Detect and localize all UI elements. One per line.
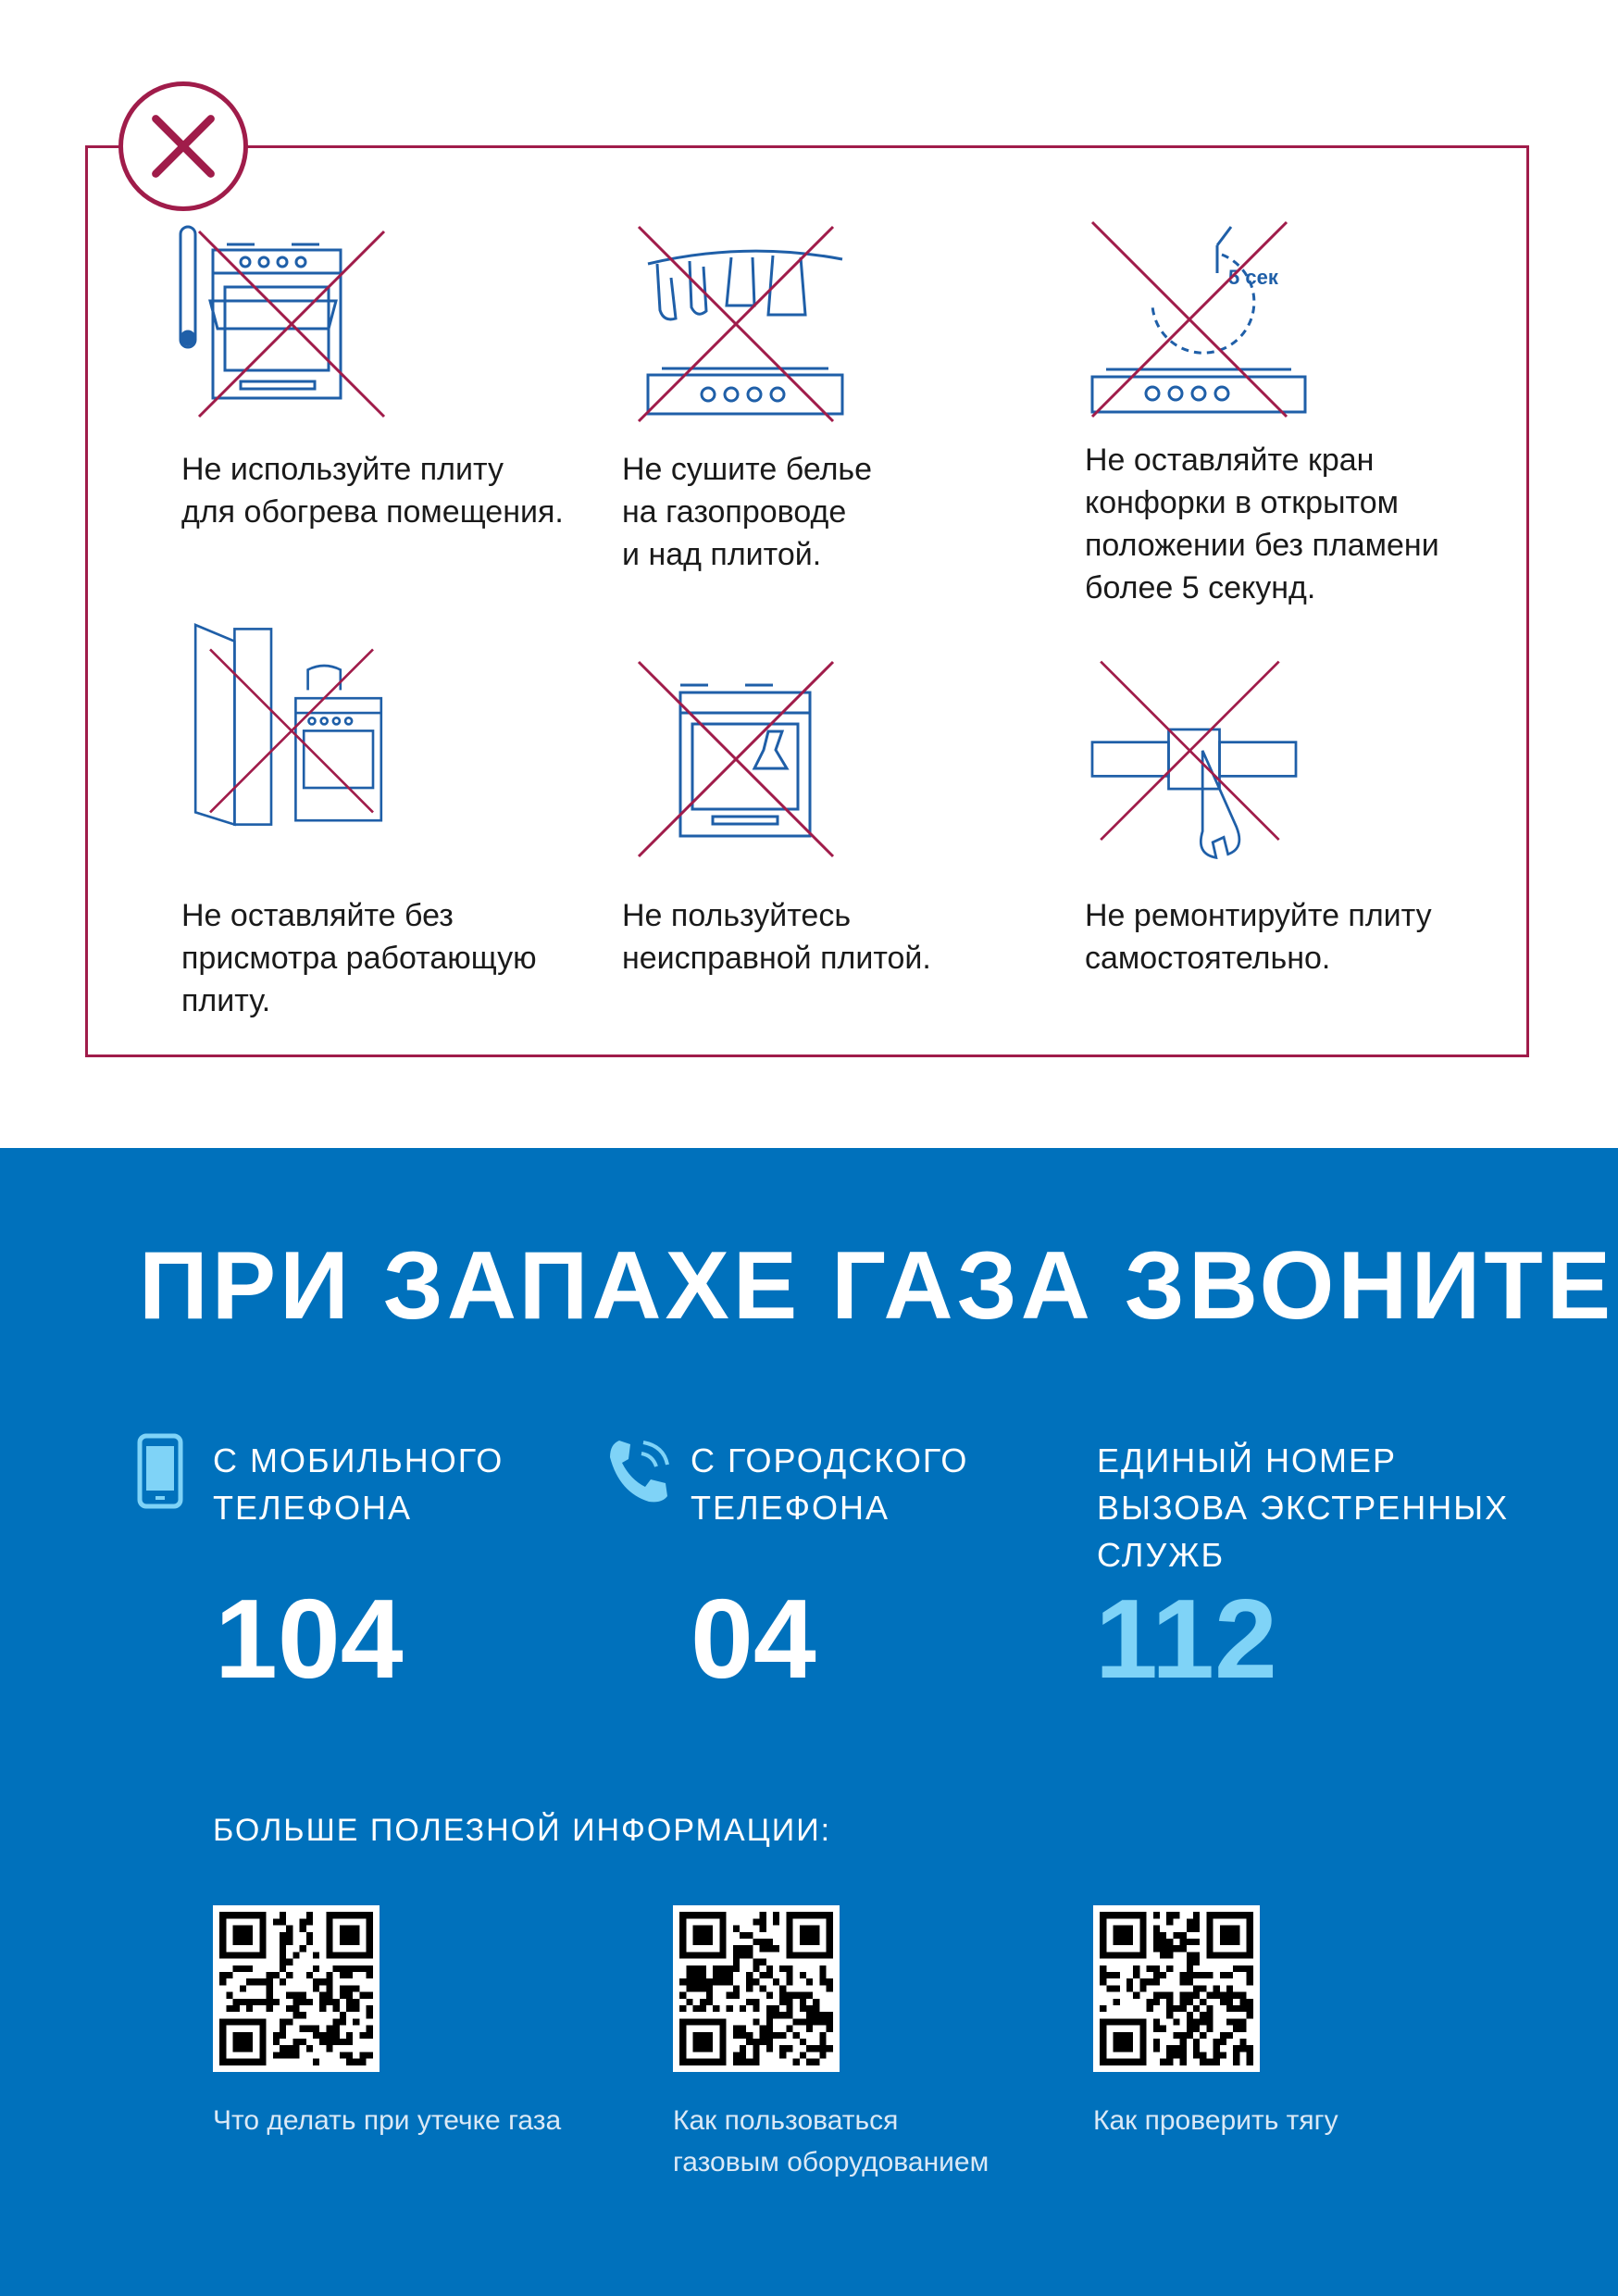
- landline-phone-icon: [606, 1437, 671, 1505]
- phone-label-mobile: С МОБИЛЬНОГО ТЕЛЕФОНА: [213, 1441, 504, 1527]
- broken-stove-icon: [639, 657, 861, 861]
- phone-label-unified: ЕДИНЫЙ НОМЕР ВЫЗОВА ЭКСТРЕННЫХ СЛУЖБ: [1097, 1441, 1510, 1574]
- wrench-pipe-icon: [1083, 657, 1305, 861]
- qr-code[interactable]: [673, 1905, 840, 2072]
- phone-label-landline: С ГОРОДСКОГО ТЕЛЕФОНА: [691, 1441, 969, 1527]
- timer-label: 5 сек: [1228, 266, 1278, 289]
- qr-caption: Как пользоваться газовым оборудованием: [673, 2105, 989, 2177]
- stove-heating-icon: [171, 222, 393, 426]
- phone-number-mobile[interactable]: 104: [215, 1576, 404, 1702]
- qr-caption: Что делать при утечке газа: [213, 2105, 562, 2136]
- timer-stove-icon: [1088, 218, 1310, 421]
- prohibition-caption: Не используйте плиту для обогрева помещения.: [181, 452, 564, 530]
- qr-caption: Как проверить тягу: [1093, 2105, 1338, 2136]
- prohibition-caption: Не оставляйте без присмотра работающую плиту.: [181, 898, 537, 1018]
- prohibition-caption: Не сушите белье на газопроводе и над плитой.: [622, 452, 873, 572]
- prohibition-caption: Не ремонтируйте плиту самостоятельно.: [1085, 898, 1432, 976]
- prohibition-x-icon: [118, 81, 248, 211]
- unattended-stove-icon: [180, 625, 403, 829]
- more-info-heading: БОЛЬШЕ ПОЛЕЗНОЙ ИНФОРМАЦИИ:: [213, 1813, 832, 1848]
- phone-number-landline[interactable]: 04: [691, 1576, 816, 1702]
- qr-code[interactable]: [213, 1905, 380, 2072]
- emergency-headline: ПРИ ЗАПАХЕ ГАЗА ЗВОНИТЕ: [139, 1232, 1615, 1340]
- qr-code[interactable]: [1093, 1905, 1260, 2072]
- phone-number-unified[interactable]: 112: [1095, 1576, 1277, 1702]
- laundry-over-stove-icon: [634, 222, 856, 426]
- mobile-phone-icon: [137, 1433, 183, 1509]
- prohibition-caption: Не пользуйтесь неисправной плитой.: [622, 898, 931, 976]
- prohibition-caption: Не оставляйте кран конфорки в открытом положении без пламени более 5 секунд.: [1085, 443, 1439, 605]
